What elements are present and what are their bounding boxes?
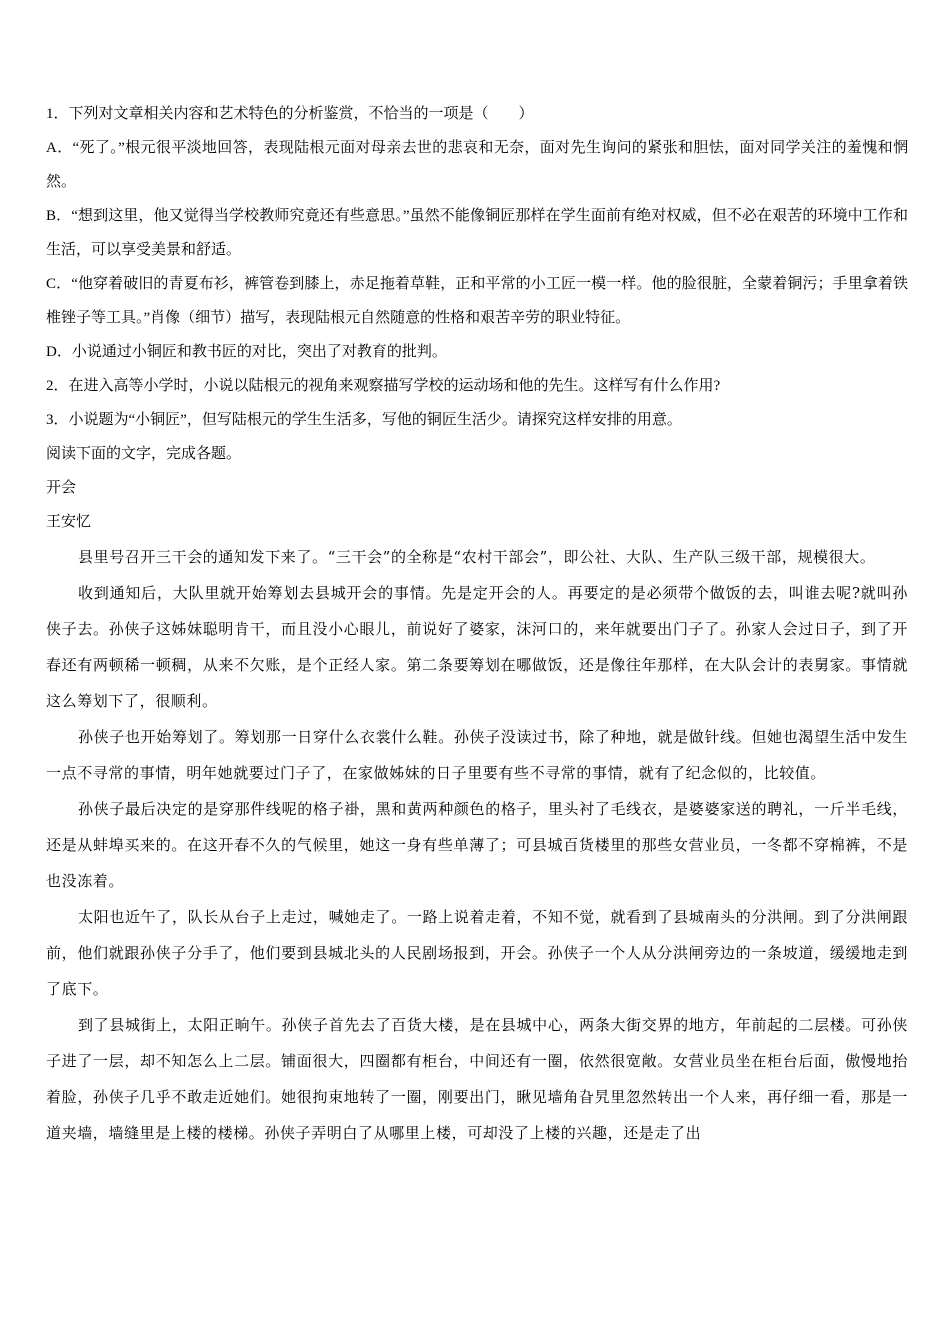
story-title: 开会 bbox=[46, 480, 77, 496]
question-1-option-c: C．“他穿着破旧的青夏布衫，裤管卷到膝上，赤足拖着草鞋，正和平常的小工匠一模一样。他的脸很脏，全蒙着铜污；手里拿着铁椎锉子等工具。”肖像（细节）描写，表现陆根元自然随意的性格和艰苦辛劳的职业特征。 bbox=[46, 276, 908, 326]
reading-instruction: 阅读下面的文字，完成各题。 bbox=[46, 446, 242, 462]
question-1-option-a: A．“死了。”根元很平淡地回答，表现陆根元面对母亲去世的悲哀和无奈，面对先生询问的紧张和胆怯，面对同学关注的羞愧和惘然。 bbox=[46, 140, 908, 190]
story-paragraph: 到了县城街上，太阳正晌午。孙侠子首先去了百货大楼，是在县城中心，两条大街交界的地方，年前起的二层楼。可孙侠子进了一层，却不知怎么上二层。铺面很大，四圈都有柜台，中间还有一圈，依然很宽敞。女营业员坐在柜台后面，傲慢地抬着脸，孙侠子几乎不敢走近她们。她很拘束地转了一圈，刚要出门，瞅见墙角旮旯里忽然转出一个人来，再仔细一看，那是一道夹墙，墙缝里是上楼的楼梯。孙侠子弄明白了从哪里上楼，可却没了上楼的兴趣，还是走了出 bbox=[46, 1016, 908, 1142]
story-paragraph: 县里号召开三干会的通知发下来了。“三干会”的全称是“农村干部会”，即公社、大队、生产队三级干部，规模很大。 bbox=[78, 548, 876, 566]
question-1-stem: 1．下列对文章相关内容和艺术特色的分析鉴赏，不恰当的一项是（ ） bbox=[46, 106, 534, 122]
story-paragraph: 收到通知后，大队里就开始筹划去县城开会的事情。先是定开会的人。再要定的是必须带个做饭的去，叫谁去呢?就叫孙侠子去。孙侠子这姊妹聪明肯干，而且没小心眼儿，前说好了婆家，沫河口的，来年就要出门子了。孙家人会过日子，到了开春还有两顿稀一顿稠，从来不欠账，是个正经人家。第二条要筹划在哪做饭，还是像往年那样，在大队会计的表舅家。事情就这么筹划下了，很顺利。 bbox=[46, 584, 908, 710]
story-author: 王安忆 bbox=[46, 514, 92, 530]
question-3: 3．小说题为“小铜匠”，但写陆根元的学生生活多，写他的铜匠生活少。请探究这样安排的用意。 bbox=[46, 412, 682, 428]
question-1-option-b: B．“想到这里，他又觉得当学校教师究竟还有些意思。”虽然不能像铜匠那样在学生面前有绝对权威，但不必在艰苦的环境中工作和生活，可以享受美景和舒适。 bbox=[46, 208, 908, 258]
story-paragraph: 太阳也近午了，队长从台子上走过，喊她走了。一路上说着走着，不知不觉，就看到了县城南头的分洪闸。到了分洪闸跟前，他们就跟孙侠子分手了，他们要到县城北头的人民剧场报到，开会。孙侠子一个人从分洪闸旁边的一条坡道，缓缓地走到了底下。 bbox=[46, 908, 908, 998]
story-paragraph: 孙侠子也开始筹划了。筹划那一日穿什么衣裳什么鞋。孙侠子没读过书，除了种地，就是做针线。但她也渴望生活中发生一点不寻常的事情，明年她就要过门子了，在家做姊妹的日子里要有些不寻常的事情，就有了纪念似的，比较值。 bbox=[46, 728, 908, 782]
document-page bbox=[46, 97, 908, 1151]
question-1-option-d: D．小说通过小铜匠和教书匠的对比，突出了对教育的批判。 bbox=[46, 344, 447, 360]
story-paragraph: 孙侠子最后决定的是穿那件线呢的格子褂，黑和黄两种颜色的格子，里头衬了毛线衣，是婆婆家送的聘礼，一斤半毛线，还是从蚌埠买来的。在这开春不久的气候里，她这一身有些单薄了；可县城百货楼里的那些女营业员，一冬都不穿棉裤，不是也没冻着。 bbox=[46, 800, 908, 890]
question-2: 2．在进入高等小学时，小说以陆根元的视角来观察描写学校的运动场和他的先生。这样写有什么作用? bbox=[46, 378, 721, 394]
